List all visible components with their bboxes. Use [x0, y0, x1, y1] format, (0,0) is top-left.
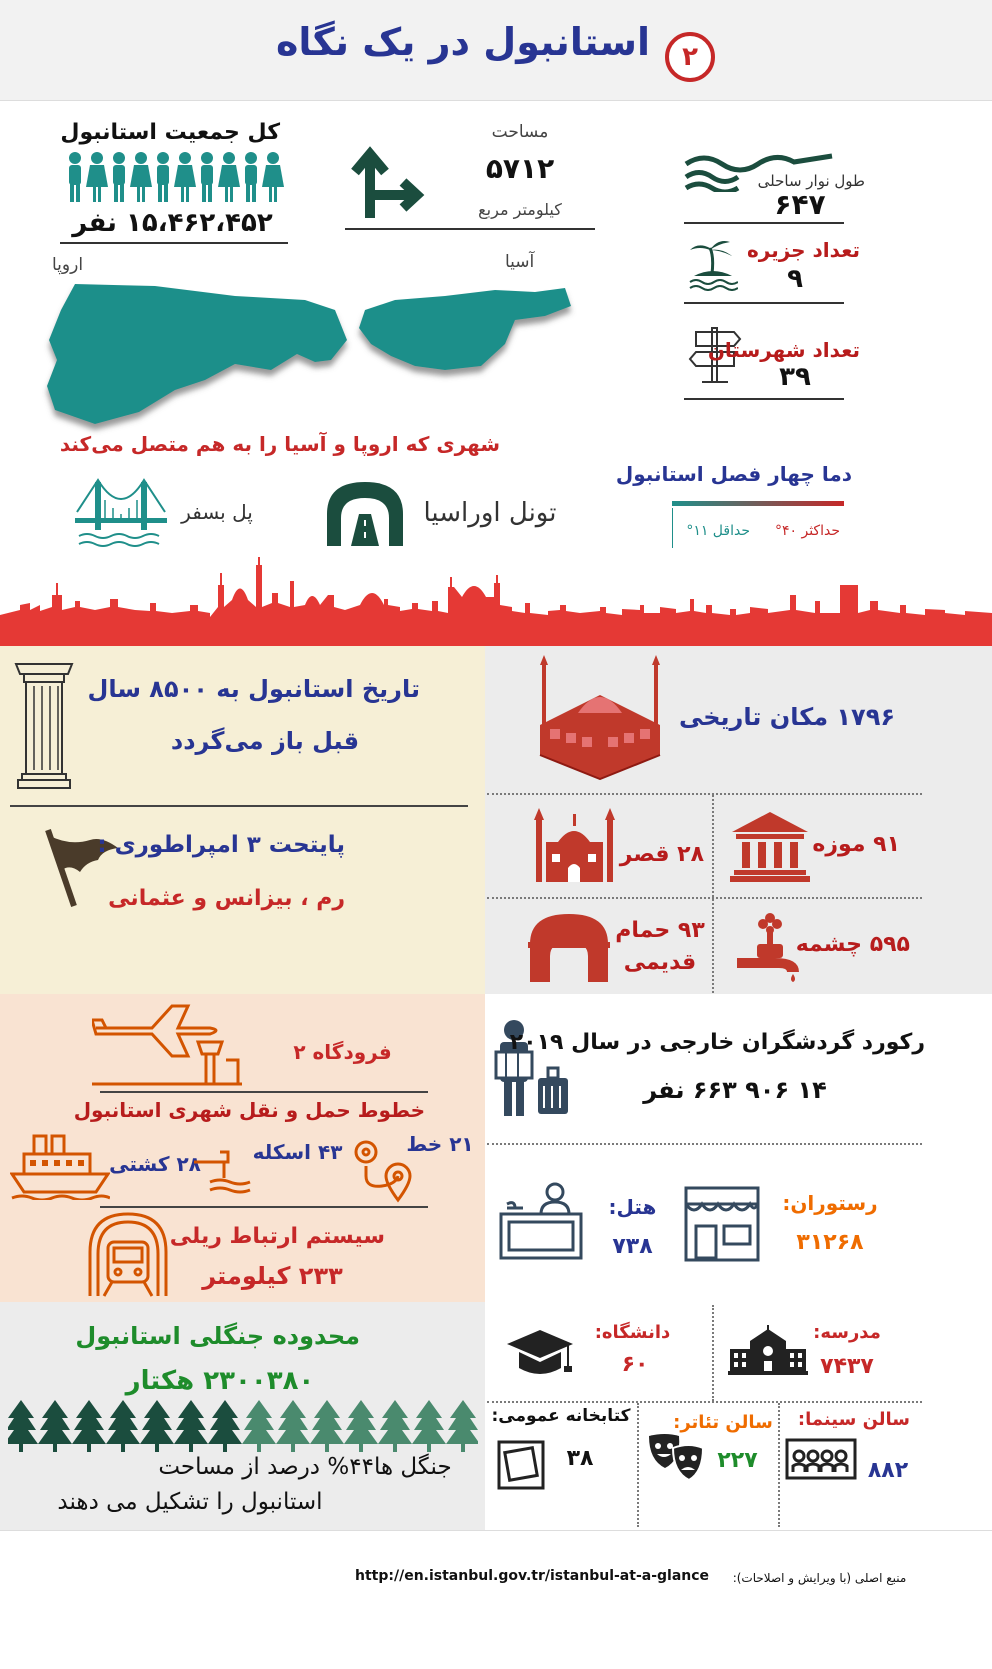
transport-title: خطوط حمل و نقل شهری استانبول [73, 1098, 425, 1122]
page-title: استانبول در یک نگاه [275, 20, 650, 64]
theaters-label: سالن تئاتر: [673, 1412, 773, 1433]
area-underline [345, 228, 595, 230]
theater-masks-icon [645, 1432, 707, 1484]
rail-km: ۲۳۳ کیلومتر [202, 1262, 343, 1290]
baths-line2: قدیمی [623, 950, 697, 975]
temperature-divider [672, 508, 673, 548]
istanbul-map [35, 270, 595, 440]
number-badge: ۲ [665, 32, 715, 82]
edu-divider-h [487, 1401, 922, 1403]
universities-label: دانشگاه: [594, 1322, 671, 1343]
temperature-max: حداکثر ۴۰° [774, 523, 840, 539]
islands-value: ۹ [787, 264, 803, 294]
forest-value: ۲۳۰۰۳۸۰ هکتار [125, 1366, 315, 1396]
cinemas-value: ۸۸۲ [867, 1458, 909, 1483]
heritage-divider-1 [487, 793, 922, 795]
heritage-divider-v [712, 795, 714, 993]
directions-icon [345, 140, 425, 220]
palace-icon [532, 806, 617, 884]
history-line2: قبل باز می‌گردد [170, 727, 360, 755]
people-icons [65, 150, 290, 205]
population-underline [60, 242, 288, 244]
bridge-icon [75, 478, 167, 550]
museums-label: ۹۱ موزه [812, 832, 900, 857]
island-icon [688, 236, 738, 291]
bridge-label: پل بسفر [181, 500, 253, 524]
airport-icon [92, 1000, 242, 1090]
ships-label: ۲۸ کشتی [109, 1152, 201, 1176]
reception-icon [497, 1178, 587, 1260]
airports-label: فرودگاه ۲ [293, 1040, 392, 1064]
source-url[interactable]: http://en.istanbul.gov.tr/istanbul-at-a-glance [355, 1568, 710, 1584]
history-divider [10, 805, 468, 807]
hotels-value: ۷۳۸ [612, 1234, 653, 1259]
rail-title: سیستم ارتباط ریلی [169, 1224, 385, 1249]
cinema-icon [785, 1438, 857, 1480]
cinemas-label: سالن سینما: [797, 1409, 910, 1430]
graduation-cap-icon [505, 1328, 575, 1380]
area-label: مساحت [491, 122, 549, 142]
tunnel-label: تونل اوراسیا [423, 498, 557, 528]
districts-underline [684, 398, 844, 400]
districts-value: ۳۹ [779, 362, 811, 392]
school-icon [728, 1325, 808, 1375]
islands-label: تعداد جزیره [746, 238, 860, 262]
library-icon [497, 1440, 545, 1490]
universities-value: ۶۰ [621, 1352, 649, 1377]
history-line1: تاریخ استانبول به ۸۵۰۰ سال [87, 675, 420, 703]
tunnel-icon [325, 480, 405, 548]
restaurant-icon [682, 1184, 762, 1264]
tourists-value: ۱۴ ۹۰۶ ۶۶۳ نفر [643, 1076, 827, 1104]
libraries-label: کتابخانه عمومی: [491, 1406, 631, 1426]
restaurants-label: رستوران: [782, 1191, 878, 1215]
palaces-label: ۲۸ قصر [619, 842, 704, 867]
mosque-icon [530, 655, 670, 780]
forest-note-2: استانبول را تشکیل می دهند [57, 1489, 323, 1515]
tourism-divider [487, 1143, 922, 1145]
coast-underline [684, 222, 844, 224]
area-value: ۵۷۱۲ [485, 152, 555, 185]
historic-places-label: ۱۷۹۶ مکان تاریخی [678, 703, 895, 731]
forest-title: محدوده جنگلی استانبول [75, 1322, 360, 1350]
capital-line1: پایتحت ۳ امپراطوری : [97, 832, 345, 858]
culture-divider-v2 [778, 1403, 780, 1527]
hotels-label: هتل: [608, 1195, 657, 1219]
districts-label: تعداد شهرستان [707, 338, 860, 362]
piers-label: ۴۳ اسکله [252, 1140, 343, 1164]
islands-underline [684, 302, 844, 304]
map-caption: شهری که اروپا و آسیا را به هم متصل می‌کند [59, 432, 500, 456]
coast-value: ۶۴۷ [774, 188, 826, 221]
theaters-value: ۲۲۷ [717, 1448, 758, 1473]
footer-bar [0, 1530, 992, 1669]
transport-underline-2 [100, 1206, 428, 1208]
coast-label: طول نوار ساحلی [757, 172, 865, 190]
source-label: منبع اصلی (با ویرایش و اصلاحات): [732, 1571, 907, 1585]
bath-icon [528, 908, 610, 982]
schools-value: ۷۴۳۷ [820, 1354, 874, 1379]
column-icon [14, 662, 74, 790]
ship-icon [10, 1128, 110, 1200]
map-label-europe: اروپا [52, 255, 84, 275]
schools-label: مدرسه: [813, 1322, 881, 1343]
forest-note-1: جنگل ها۴۴% درصد از مساحت [158, 1454, 452, 1480]
trees-icon [8, 1400, 478, 1452]
culture-divider-v1 [637, 1403, 639, 1527]
baths-line1: ۹۳ حمام [615, 918, 705, 943]
lines-label: ۲۱ خط [406, 1132, 474, 1156]
map-label-asia: آسیا [505, 252, 535, 272]
edu-divider-v [712, 1305, 714, 1401]
restaurants-value: ۳۱۲۶۸ [796, 1230, 864, 1255]
area-unit: کیلومتر مربع [478, 200, 562, 219]
fountain-icon [735, 912, 805, 982]
train-icon [86, 1210, 171, 1298]
temperature-min: حداقل ۱۱° [686, 523, 750, 539]
population-label: کل جمعیت استانبول [60, 120, 280, 145]
transport-underline [100, 1091, 428, 1093]
city-skyline [0, 555, 992, 650]
libraries-value: ۳۸ [566, 1446, 594, 1471]
temperature-title: دما چهار فصل استانبول [615, 462, 852, 486]
museum-icon [730, 810, 810, 882]
heritage-divider-2 [487, 897, 922, 899]
population-value: ۱۵،۴۶۲،۴۵۲ نفر [72, 208, 273, 238]
tourists-title: رکورد گردشگران خارجی در سال ۲۰۱۹ [509, 1030, 925, 1055]
capital-line2: رم ، بیزانس و عثمانی [108, 886, 345, 911]
temperature-bar [672, 501, 844, 506]
fountains-label: ۵۹۵ چشمه [795, 932, 910, 957]
